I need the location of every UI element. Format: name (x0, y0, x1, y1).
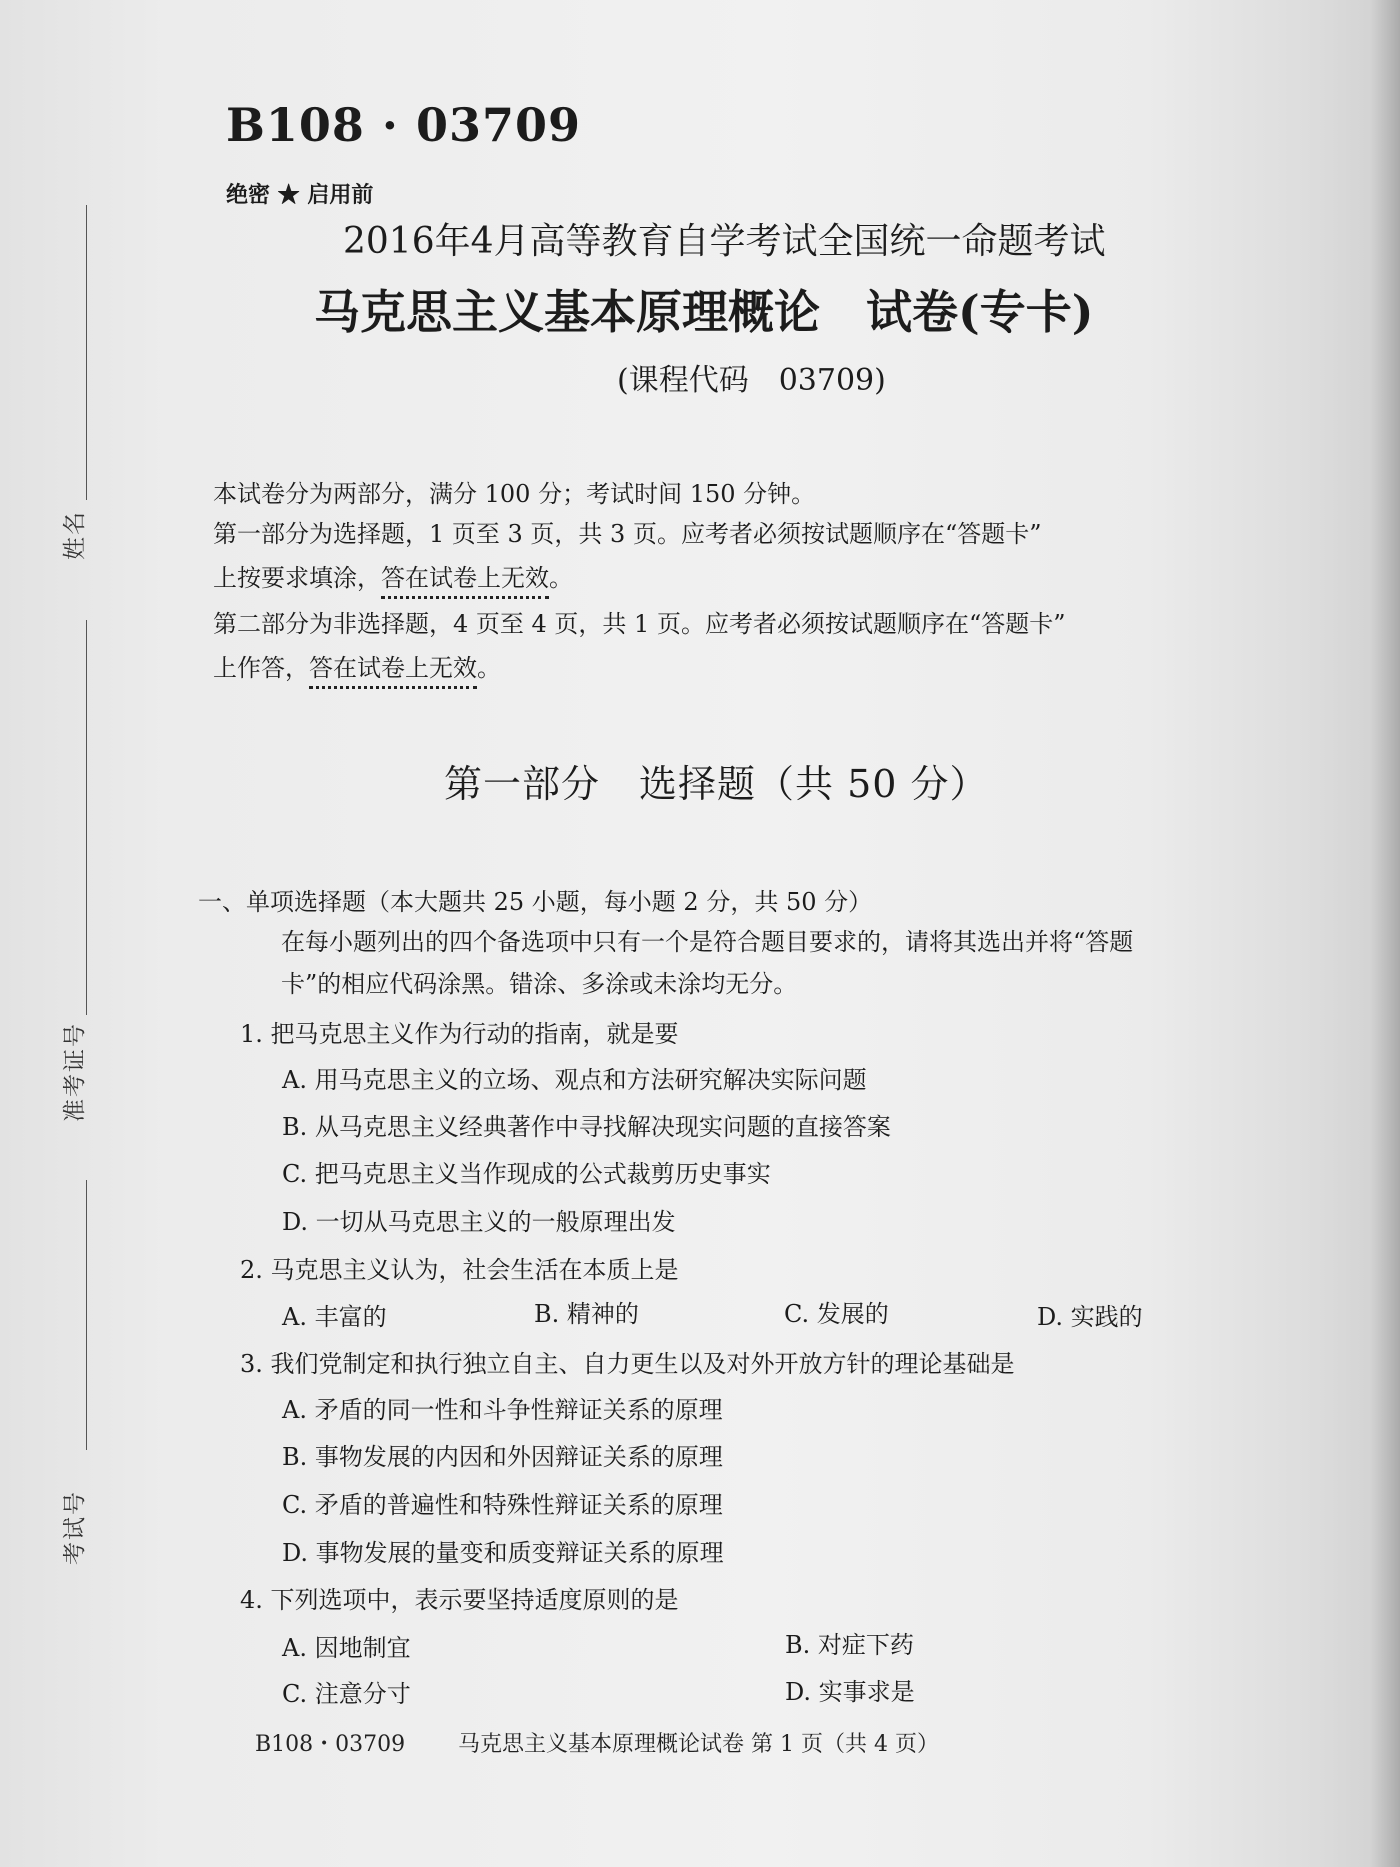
instruction-line-3-suffix: 。 (549, 564, 573, 592)
question-option: B. 对症下药 (785, 1631, 914, 1659)
binding-line-exam-number (86, 1180, 87, 1450)
question-stem: 3. 我们党制定和执行独立自主、自力更生以及对外开放方针的理论基础是 (240, 1350, 1015, 1378)
question-option: B. 精神的 (534, 1300, 639, 1328)
page-edge-shadow (1370, 0, 1400, 1867)
question-option: C. 把马克思主义当作现成的公式裁剪历史事实 (282, 1160, 771, 1188)
instruction-line-5 (213, 648, 501, 683)
instruction-line-3-prefix: 上按要求填涂， (213, 564, 381, 592)
instruction-line-3 (213, 558, 573, 593)
instruction-line-5-prefix: 上作答， (213, 654, 309, 682)
secret-mark: 绝密 ★ 启用前 (226, 182, 374, 208)
section-heading: 一、单项选择题（本大题共 25 小题，每小题 2 分，共 50 分） (198, 888, 873, 916)
part-title: 第一部分 选择题（共 50 分） (444, 762, 989, 806)
question-stem: 2. 马克思主义认为，社会生活在本质上是 (240, 1256, 679, 1284)
binding-line-name (86, 205, 87, 500)
question-option: A. 用马克思主义的立场、观点和方法研究解决实际问题 (282, 1066, 867, 1094)
margin-label-admission-number: 准考证号 (62, 1022, 88, 1122)
binding-line-admission (86, 620, 87, 1015)
question-option: A. 矛盾的同一性和斗争性辩证关系的原理 (282, 1396, 723, 1424)
margin-label-name: 姓名 (62, 510, 88, 560)
paper-code: B108 · 03709 (226, 98, 581, 152)
instruction-line-5-suffix: 。 (477, 654, 501, 682)
question-option: C. 注意分寸 (282, 1680, 411, 1708)
question-option: D. 实践的 (1037, 1303, 1143, 1331)
instruction-line-3-emphasis: 答在试卷上无效 (381, 564, 549, 599)
section-note-line-2: 卡”的相应代码涂黑。错涂、多涂或未涂均无分。 (281, 970, 798, 998)
footer-page-info: 马克思主义基本原理概论试卷 第 1 页（共 4 页） (458, 1732, 939, 1757)
question-option: D. 事物发展的量变和质变辩证关系的原理 (282, 1539, 724, 1567)
question-option: D. 一切从马克思主义的一般原理出发 (282, 1208, 676, 1236)
instruction-line-2: 第一部分为选择题，1 页至 3 页，共 3 页。应考者必须按试题顺序在“答题卡” (213, 520, 1042, 548)
question-stem: 1. 把马克思主义作为行动的指南，就是要 (240, 1020, 679, 1048)
instruction-line-1: 本试卷分为两部分，满分 100 分；考试时间 150 分钟。 (213, 480, 816, 508)
question-option: A. 丰富的 (282, 1303, 387, 1331)
course-code: (课程代码 03709) (617, 363, 886, 398)
question-option: C. 矛盾的普遍性和特殊性辩证关系的原理 (282, 1491, 723, 1519)
margin-label-exam-number: 考试号 (62, 1490, 88, 1565)
instruction-line-5-emphasis: 答在试卷上无效 (309, 654, 477, 689)
paper-title: 马克思主义基本原理概论 试卷(专卡) (314, 285, 1094, 339)
question-stem: 4. 下列选项中，表示要坚持适度原则的是 (240, 1586, 679, 1614)
question-option: B. 从马克思主义经典著作中寻找解决现实问题的直接答案 (282, 1113, 891, 1141)
footer-code: B108・03709 (255, 1732, 406, 1757)
exam-title: 2016年4月高等教育自学考试全国统一命题考试 (343, 221, 1106, 262)
question-option: C. 发展的 (784, 1300, 889, 1328)
question-option: D. 实事求是 (785, 1678, 915, 1706)
question-option: B. 事物发展的内因和外因辩证关系的原理 (282, 1443, 723, 1471)
section-note-line-1: 在每小题列出的四个备选项中只有一个是符合题目要求的，请将其选出并将“答题 (281, 928, 1134, 956)
instruction-line-4: 第二部分为非选择题，4 页至 4 页，共 1 页。应考者必须按试题顺序在“答题卡” (213, 610, 1066, 638)
question-option: A. 因地制宜 (282, 1634, 411, 1662)
